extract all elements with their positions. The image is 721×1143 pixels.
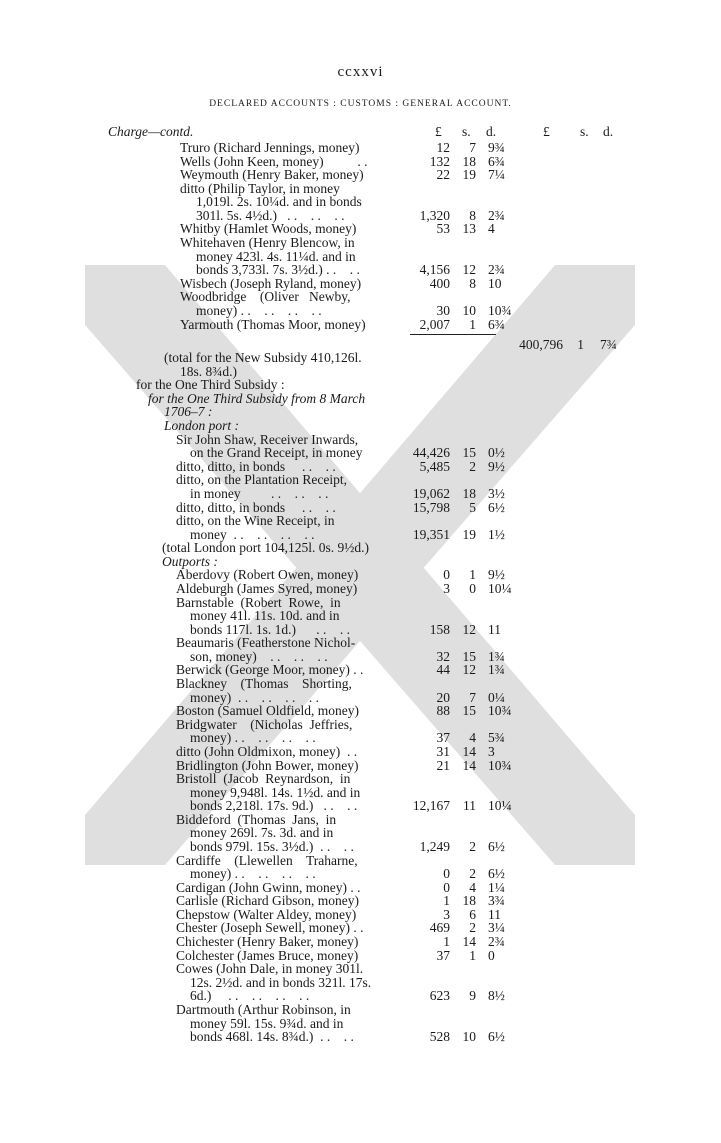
outport-entry-6-line: Boston (Samuel Oldfield, money) xyxy=(176,703,359,719)
outports-label: Outports : xyxy=(162,553,218,569)
outport-entry-12-line: Cardiffe (Llewellen Traharne, xyxy=(176,852,358,868)
entry-8-pounds: 2,007 xyxy=(419,316,450,332)
outport-entry-6-pence: 10¾ xyxy=(488,703,512,719)
entry-2-line: Weymouth (Henry Baker, money) xyxy=(180,167,364,183)
entry-1-line: Wells (John Keen, money) . . xyxy=(180,153,368,169)
outport-entry-3-line: Beaumaris (Featherstone Nichol- xyxy=(176,635,356,651)
outport-entry-4-pence: 1¾ xyxy=(488,662,505,678)
outport-entry-5-line: Blackney (Thomas Shorting, xyxy=(176,676,352,692)
entry-1-shillings: 18 xyxy=(462,153,476,169)
col-pence-total-header: d. xyxy=(603,124,614,139)
entry-5-pounds: 4,156 xyxy=(419,262,450,278)
outport-entry-10-line: money 9,948l. 14s. 1½d. and in xyxy=(190,784,361,800)
outport-entry-20-pounds: 528 xyxy=(429,1029,450,1045)
outport-entry-8-line: ditto (John Oldmixon, money) . . xyxy=(176,743,358,759)
outport-entry-10-shillings: 11 xyxy=(463,798,476,814)
outport-entry-3-line: son, money) . . . . . . xyxy=(190,648,328,664)
outport-entry-11-shillings: 2 xyxy=(469,839,476,854)
new-subsidy-total-pounds: 400,796 xyxy=(519,337,563,353)
outport-entry-13-line: Cardigan (John Gwinn, money) . . xyxy=(176,879,361,895)
outport-entry-12-shillings: 2 xyxy=(469,866,476,882)
entry-6-shillings: 8 xyxy=(469,275,476,291)
outport-entry-18-pence: 0 xyxy=(488,947,495,963)
outport-entry-11-pence: 6½ xyxy=(488,839,505,854)
london-entry-1-pence: 9½ xyxy=(488,458,505,474)
entry-5-line: bonds 3,733l. 7s. 3½d.) . . . . xyxy=(196,262,360,278)
entry-0-line: Truro (Richard Jennings, money) xyxy=(180,140,360,155)
outport-entry-16-line: Chester (Joseph Sewell, money) . . xyxy=(176,920,364,936)
outport-entry-7-line: money) . . . . . . . . xyxy=(190,730,316,746)
outport-entry-1-line: Aldeburgh (James Syred, money) xyxy=(176,580,358,596)
london-entry-2-shillings: 18 xyxy=(462,485,476,501)
london-entry-1-shillings: 2 xyxy=(469,458,476,474)
col-shillings-header: s. xyxy=(462,124,471,139)
outport-entry-10-line: Bristoll (Jacob Reynardson, in xyxy=(176,771,351,787)
london-entry-2-pounds: 19,062 xyxy=(412,485,450,501)
outport-entry-20-line: money 59l. 15s. 9¾d. and in xyxy=(190,1015,344,1031)
london-entry-2-line: ditto, on the Plantation Receipt, xyxy=(176,472,347,488)
outport-entry-12-pence: 6½ xyxy=(488,866,505,882)
outport-entry-2-shillings: 12 xyxy=(462,621,476,637)
outport-entry-14-pounds: 1 xyxy=(443,893,450,909)
subtotal-rule xyxy=(410,334,496,335)
running-header: DECLARED ACCOUNTS : CUSTOMS : GENERAL ACCOUNT. xyxy=(209,99,512,109)
outport-entry-17-line: Chichester (Henry Baker, money) xyxy=(176,934,359,950)
outport-entry-9-pence: 10¾ xyxy=(488,757,512,773)
outport-entry-0-line: Aberdovy (Robert Owen, money) xyxy=(176,567,359,583)
outport-entry-8-pounds: 31 xyxy=(436,743,450,759)
entry-3-line: ditto (Philip Taylor, in money xyxy=(180,180,340,196)
page-number: ccxxvi xyxy=(337,64,384,80)
london-entry-3-line: ditto, ditto, in bonds . . . . xyxy=(176,499,336,515)
outport-entry-14-line: Carlisle (Richard Gibson, money) xyxy=(176,893,359,909)
entry-0-pounds: 12 xyxy=(436,140,450,155)
outport-entry-1-pence: 10¼ xyxy=(488,580,512,596)
outport-entry-16-shillings: 2 xyxy=(469,920,476,936)
outport-entry-8-shillings: 14 xyxy=(462,743,476,759)
one-third-subheading: for the One Third Subsidy from 8 March xyxy=(148,390,366,406)
outport-entry-4-shillings: 12 xyxy=(462,662,476,678)
london-entry-0-line: on the Grand Receipt, in money xyxy=(190,445,363,461)
entry-3-shillings: 8 xyxy=(469,207,476,223)
outport-entry-5-shillings: 7 xyxy=(469,689,476,705)
outport-entry-19-line: Cowes (John Dale, in money 301l. xyxy=(176,961,364,977)
outport-entry-19-shillings: 9 xyxy=(469,988,476,1004)
entry-4-line: Whitby (Hamlet Woods, money) xyxy=(180,221,357,237)
entry-0-shillings: 7 xyxy=(469,140,476,155)
outport-entry-20-shillings: 10 xyxy=(462,1029,476,1045)
outport-entry-9-shillings: 14 xyxy=(462,757,476,773)
col-pounds-header: £ xyxy=(435,124,442,139)
new-subsidy-total-shillings: 1 xyxy=(577,337,584,353)
outport-entry-17-pence: 2¾ xyxy=(488,934,505,950)
london-port-label: London port : xyxy=(164,418,240,434)
outport-entry-1-pounds: 3 xyxy=(443,580,450,596)
outport-entry-15-pence: 11 xyxy=(488,906,501,922)
outport-entry-14-shillings: 18 xyxy=(462,893,476,909)
new-subsidy-total-pence: 7¾ xyxy=(600,337,617,353)
outport-entry-4-pounds: 44 xyxy=(436,662,450,678)
outport-entry-3-pence: 1¾ xyxy=(488,648,505,664)
london-entry-0-shillings: 15 xyxy=(462,445,476,461)
outport-entry-18-pounds: 37 xyxy=(436,947,450,963)
entry-7-pence: 10¾ xyxy=(488,302,512,318)
outport-entry-11-pounds: 1,249 xyxy=(419,839,450,854)
london-entry-4-line: ditto, on the Wine Receipt, in xyxy=(176,513,335,529)
charge-contd-label: Charge—contd. xyxy=(108,124,194,139)
one-third-subheading: 1706–7 : xyxy=(164,404,213,420)
outport-entry-2-line: money 41l. 11s. 10d. and in xyxy=(190,608,340,624)
outport-entry-7-shillings: 4 xyxy=(469,730,476,746)
london-entry-2-line: in money . . . . . . xyxy=(190,485,329,501)
entry-3-line: 1,019l. 2s. 10¼d. and in bonds xyxy=(196,194,362,210)
new-subsidy-total-text: 18s. 8¾d.) xyxy=(180,363,237,379)
col-pence-header: d. xyxy=(486,124,497,139)
entry-3-pounds: 1,320 xyxy=(419,207,450,223)
entry-7-shillings: 10 xyxy=(462,302,476,318)
london-entry-1-pounds: 5,485 xyxy=(419,458,450,474)
london-entry-4-line: money . . . . . . . . xyxy=(190,526,315,542)
outport-entry-5-line: money) . . . . . . . . xyxy=(190,689,319,705)
outport-entry-15-line: Chepstow (Walter Aldey, money) xyxy=(176,906,357,922)
outport-entry-12-pounds: 0 xyxy=(443,866,450,882)
outport-entry-3-pounds: 32 xyxy=(436,648,450,664)
entry-5-line: money 423l. 4s. 11¼d. and in xyxy=(196,248,356,264)
outport-entry-4-line: Berwick (George Moor, money) . . xyxy=(176,662,364,678)
london-entry-4-pence: 1½ xyxy=(488,526,505,542)
london-entry-3-pounds: 15,798 xyxy=(412,499,450,515)
entry-6-pence: 10 xyxy=(488,275,502,291)
entry-4-pounds: 53 xyxy=(436,221,450,237)
london-entry-1-line: ditto, ditto, in bonds . . . . xyxy=(176,458,336,474)
outport-entry-10-line: bonds 2,218l. 17s. 9d.) . . . . xyxy=(190,798,358,814)
outport-entry-18-shillings: 1 xyxy=(469,947,476,963)
outport-entry-9-line: Bridlington (John Bower, money) xyxy=(176,757,359,773)
outport-entry-12-line: money) . . . . . . . . xyxy=(190,866,316,882)
entry-5-pence: 2¾ xyxy=(488,262,505,278)
outport-entry-16-pence: 3¼ xyxy=(488,920,505,936)
outport-entry-19-line: 6d.) . . . . . . . . xyxy=(190,988,310,1004)
outport-entry-20-pence: 6½ xyxy=(488,1029,505,1045)
one-third-heading: for the One Third Subsidy : xyxy=(136,377,285,393)
outport-entry-17-shillings: 14 xyxy=(462,934,476,950)
entry-7-line: money) . . . . . . . . xyxy=(196,302,322,318)
london-entry-0-pence: 0½ xyxy=(488,445,505,461)
london-entry-3-shillings: 5 xyxy=(469,499,476,515)
outport-entry-2-line: bonds 117l. 1s. 1d.) . . . . xyxy=(190,621,351,637)
outport-entry-19-pounds: 623 xyxy=(429,988,450,1004)
london-entry-0-pounds: 44,426 xyxy=(412,445,450,461)
outport-entry-10-pounds: 12,167 xyxy=(412,798,450,814)
entry-5-shillings: 12 xyxy=(462,262,476,278)
entry-1-pounds: 132 xyxy=(429,153,450,169)
outport-entry-6-pounds: 88 xyxy=(436,703,450,719)
col-pounds-total-header: £ xyxy=(543,124,550,139)
outport-entry-14-pence: 3¾ xyxy=(488,893,505,909)
entry-2-pounds: 22 xyxy=(436,167,450,183)
outport-entry-2-pence: 11 xyxy=(488,621,501,637)
entry-2-pence: 7¼ xyxy=(488,167,505,183)
outport-entry-5-pounds: 20 xyxy=(436,689,450,705)
outport-entry-7-pounds: 37 xyxy=(436,730,450,746)
outport-entry-0-pence: 9½ xyxy=(488,567,505,583)
outport-entry-19-pence: 8½ xyxy=(488,988,505,1004)
entry-8-shillings: 1 xyxy=(469,316,476,332)
outport-entry-2-pounds: 158 xyxy=(429,621,450,637)
london-entry-0-line: Sir John Shaw, Receiver Inwards, xyxy=(176,431,359,447)
outport-entry-0-shillings: 1 xyxy=(469,567,476,583)
outport-entry-7-pence: 5¾ xyxy=(488,730,505,746)
outport-entry-11-line: Biddeford (Thomas Jans, in xyxy=(176,811,337,827)
entry-3-line: 301l. 5s. 4½d.) . . . . . . xyxy=(196,207,345,223)
outport-entry-1-shillings: 0 xyxy=(469,580,476,596)
outport-entry-3-shillings: 15 xyxy=(462,648,476,664)
outport-entry-11-line: bonds 979l. 15s. 3½d.) . . . . xyxy=(190,839,354,854)
outport-entry-13-pence: 1¼ xyxy=(488,879,505,895)
entry-1-pence: 6¾ xyxy=(488,153,505,169)
outport-entry-18-line: Colchester (James Bruce, money) xyxy=(176,947,359,963)
outport-entry-15-shillings: 6 xyxy=(469,906,476,922)
entry-8-line: Yarmouth (Thomas Moor, money) xyxy=(180,316,366,332)
outport-entry-19-line: 12s. 2½d. and in bonds 321l. 17s. xyxy=(190,974,372,990)
entry-5-line: Whitehaven (Henry Blencow, in xyxy=(180,235,355,251)
london-port-total: (total London port 104,125l. 0s. 9½d.) xyxy=(162,540,369,556)
entry-7-line: Woodbridge (Oliver Newby, xyxy=(180,289,351,305)
outport-entry-9-pounds: 21 xyxy=(436,757,450,773)
entry-7-pounds: 30 xyxy=(436,302,450,318)
outport-entry-17-pounds: 1 xyxy=(443,934,450,950)
london-entry-2-pence: 3½ xyxy=(488,485,505,501)
outport-entry-7-line: Bridgwater (Nicholas Jeffries, xyxy=(176,716,353,732)
outport-entry-5-pence: 0¼ xyxy=(488,689,505,705)
outport-entry-6-shillings: 15 xyxy=(462,703,476,719)
london-entry-3-pence: 6½ xyxy=(488,499,505,515)
entry-6-pounds: 400 xyxy=(429,275,450,291)
entry-8-pence: 6¾ xyxy=(488,316,505,332)
outport-entry-2-line: Barnstable (Robert Rowe, in xyxy=(176,594,341,610)
outport-entry-16-pounds: 469 xyxy=(429,920,450,936)
outport-entry-8-pence: 3 xyxy=(488,743,495,759)
outport-entry-11-line: money 269l. 7s. 3d. and in xyxy=(190,825,334,841)
outport-entry-13-shillings: 4 xyxy=(469,879,476,895)
entry-4-shillings: 13 xyxy=(462,221,476,237)
outport-entry-20-line: bonds 468l. 14s. 8¾d.) . . . . xyxy=(190,1029,354,1045)
outport-entry-20-line: Dartmouth (Arthur Robinson, in xyxy=(176,1001,351,1017)
entry-2-shillings: 19 xyxy=(462,167,476,183)
outport-entry-15-pounds: 3 xyxy=(443,906,450,922)
london-entry-4-shillings: 19 xyxy=(462,526,476,542)
outport-entry-13-pounds: 0 xyxy=(443,879,450,895)
entry-4-pence: 4 xyxy=(488,221,495,237)
entry-0-pence: 9¾ xyxy=(488,140,505,155)
outport-entry-0-pounds: 0 xyxy=(443,567,450,583)
col-shillings-total-header: s. xyxy=(580,124,589,139)
london-entry-4-pounds: 19,351 xyxy=(412,526,450,542)
new-subsidy-total-text: (total for the New Subsidy 410,126l. xyxy=(164,350,362,366)
entry-6-line: Wisbech (Joseph Ryland, money) xyxy=(180,275,362,291)
outport-entry-10-pence: 10¼ xyxy=(488,798,512,814)
entry-3-pence: 2¾ xyxy=(488,207,505,223)
